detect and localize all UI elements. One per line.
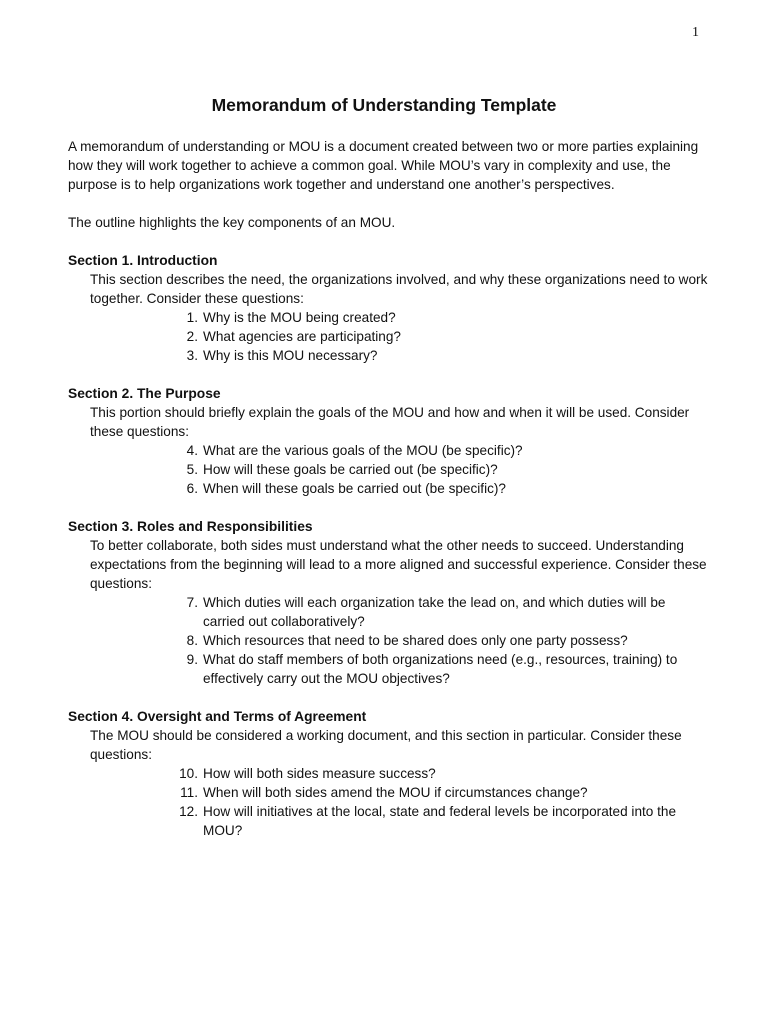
section-heading: Section 4. Oversight and Terms of Agreement [68, 709, 367, 724]
section-3 [68, 517, 708, 688]
question-number: 7. [186, 595, 198, 610]
section-2 [68, 384, 708, 498]
section-description: This portion should briefly explain the goals of the MOU and how and when it will be used. Consider these questions: [90, 405, 690, 439]
question-number: 10. [179, 766, 198, 781]
question-item [180, 802, 708, 840]
question-item [180, 441, 708, 460]
question-number: 5. [186, 462, 198, 477]
question-number: 9. [186, 652, 198, 667]
question-item [180, 460, 708, 479]
question-list [90, 593, 708, 688]
question-list [90, 308, 708, 365]
outline-paragraph: The outline highlights the key components of an MOU. [68, 215, 396, 230]
question-text: What are the various goals of the MOU (be specific)? [203, 443, 523, 458]
question-item [180, 327, 708, 346]
section-description: This section describes the need, the organizations involved, and why these organizations need to work together. Consider these questions: [90, 272, 708, 306]
question-text: When will these goals be carried out (be specific)? [203, 481, 506, 496]
question-number: 11. [180, 785, 198, 800]
question-item [180, 479, 708, 498]
section-description: The MOU should be considered a working document, and this section in particular. Consider these questions: [90, 728, 682, 762]
question-text: Why is the MOU being created? [203, 310, 396, 325]
question-text: Which duties will each organization take the lead on, and which duties will be carried out collaboratively? [203, 595, 666, 629]
section-heading: Section 3. Roles and Responsibilities [68, 519, 313, 534]
question-text: How will initiatives at the local, state and federal levels be incorporated into the MOU? [203, 804, 677, 838]
question-item [180, 346, 708, 365]
question-item [180, 783, 708, 802]
question-item [180, 593, 708, 631]
question-text: Why is this MOU necessary? [203, 348, 378, 363]
question-number: 4. [186, 443, 198, 458]
section-description: To better collaborate, both sides must understand what the other needs to succeed. Understanding expectations from the beginning will lead to a more aligned and successful experience. Consider these questions: [90, 538, 707, 591]
section-heading: Section 2. The Purpose [68, 386, 221, 401]
question-number: 6. [186, 481, 198, 496]
section-heading: Section 1. Introduction [68, 253, 218, 268]
question-text: When will both sides amend the MOU if circumstances change? [203, 785, 588, 800]
intro-paragraph: A memorandum of understanding or MOU is a document created between two or more parties explaining how they will work together to achieve a common goal. While MOU’s vary in complexity and use, the purpose is to help organizations work together and understand one another’s perspectives. [68, 139, 699, 192]
section-4 [68, 707, 708, 840]
question-item [180, 650, 708, 688]
question-text: What do staff members of both organizations need (e.g., resources, training) to effectively carry out the MOU objectives? [203, 652, 678, 686]
question-number: 12. [179, 804, 198, 819]
question-text: How will these goals be carried out (be specific)? [203, 462, 498, 477]
question-number: 3. [186, 348, 198, 363]
question-text: Which resources that need to be shared does only one party possess? [203, 633, 628, 648]
document-body [68, 137, 708, 859]
question-text: How will both sides measure success? [203, 766, 436, 781]
document-title: Memorandum of Understanding Template [211, 95, 557, 115]
question-number: 8. [186, 633, 198, 648]
question-number: 2. [186, 329, 198, 344]
section-1 [68, 251, 708, 365]
page-number: 1 [692, 25, 699, 40]
question-number: 1. [186, 310, 198, 325]
question-text: What agencies are participating? [203, 329, 401, 344]
question-item [180, 308, 708, 327]
question-item [180, 631, 708, 650]
question-item [180, 764, 708, 783]
question-list [90, 441, 708, 498]
question-list [90, 764, 708, 840]
